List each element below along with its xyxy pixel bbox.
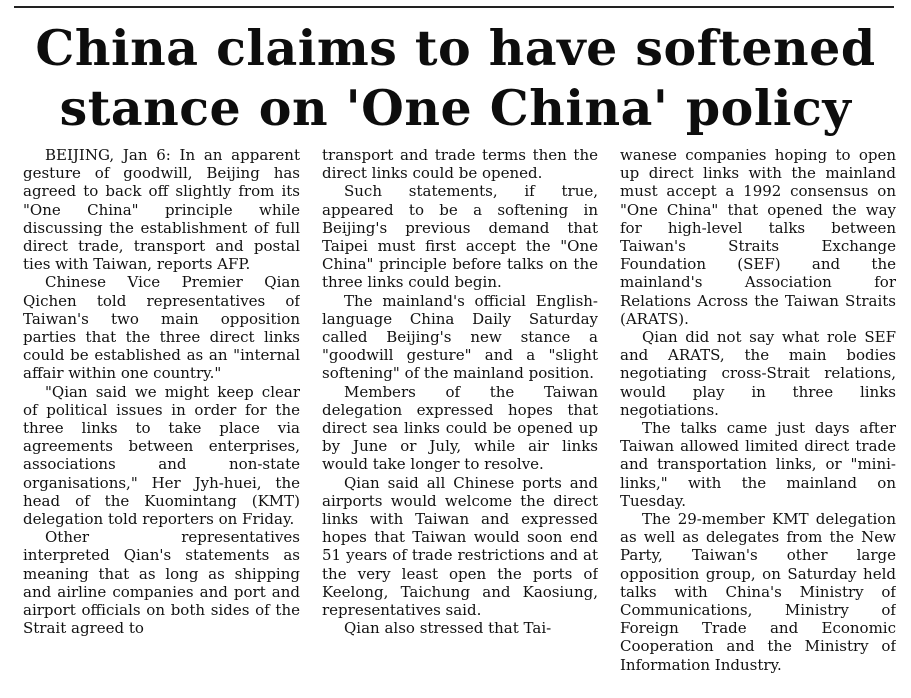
top-rule — [14, 6, 894, 8]
article-column-2 — [322, 146, 598, 698]
paragraph: Members of the Taiwan delegation expressed hopes that direct sea links could be opened up by June or July, while air links would take longer to resolve. — [322, 382, 598, 474]
headline — [0, 18, 911, 138]
paragraph: Other representatives interpreted Qian's statements as meaning that as long as shipping and airline companies and port and airport officials on both sides of the Strait agreed to — [23, 528, 300, 638]
paragraph: Qian did not say what role SEF and ARATS, the main bodies negotiating cross-Strait relations, would play in three links negotiations. — [620, 328, 896, 419]
paragraph: The talks came just days after Taiwan allowed limited direct trade and transportation links, or "mini-links," with the mainland on Tuesday. — [620, 419, 896, 510]
headline-line-2: stance on 'One China' policy — [59, 79, 852, 137]
paragraph: BEIJING, Jan 6: In an apparent gesture of goodwill, Beijing has agreed to back off slightly from its "One China" principle while discussing the establishment of full direct trade, transport and postal ties with Taiwan, reports AFP. — [23, 146, 300, 274]
paragraph: transport and trade terms then the direct links could be opened. — [322, 146, 598, 183]
paragraph: wanese companies hoping to open up direct links with the mainland must accept a 1992 consensus on "One China" that opened the way for high-level talks between Taiwan's Straits Exchange Foundation (SEF) and the mainland's Association for Relations Across the Taiwan Straits (ARATS). — [620, 146, 896, 328]
article-column-3 — [620, 146, 896, 698]
paragraph: Such statements, if true, appeared to be a softening in Beijing's previous demand that Taipei must first accept the "One China" principle before talks on the three links could begin. — [322, 182, 598, 292]
paragraph: Chinese Vice Premier Qian Qichen told representatives of Taiwan's two main opposition parties that the three direct links could be established as an "internal affair within one country." — [23, 273, 300, 383]
paragraph: "Qian said we might keep clear of political issues in order for the three links to take place via agreements between enterprises, associations and non-state organisations," Her Jyh-huei, the head of the Kuomintang (KMT) delegation told reporters on Friday. — [23, 382, 300, 529]
paragraph: The 29-member KMT delegation as well as delegates from the New Party, Taiwan's other large opposition group, on Saturday held talks with China's Ministry of Communications, Ministry of Foreign Trade and Economic Cooperation and the Ministry of Information Industry. — [620, 510, 896, 674]
paragraph: The mainland's official English-language China Daily Saturday called Beijing's new stance a "goodwill gesture" and a "slight softening" of the mainland position. — [322, 291, 598, 383]
article-column-1 — [23, 146, 300, 698]
headline-line-1: China claims to have softened — [35, 19, 876, 77]
paragraph: Qian said all Chinese ports and airports would welcome the direct links with Taiwan and expressed hopes that Taiwan would soon end 51 years of trade restrictions and at the very least open the ports of Keelong, Taichung and Kaosiung, representatives said. — [322, 473, 598, 620]
paragraph: Qian also stressed that Tai- — [344, 619, 552, 638]
